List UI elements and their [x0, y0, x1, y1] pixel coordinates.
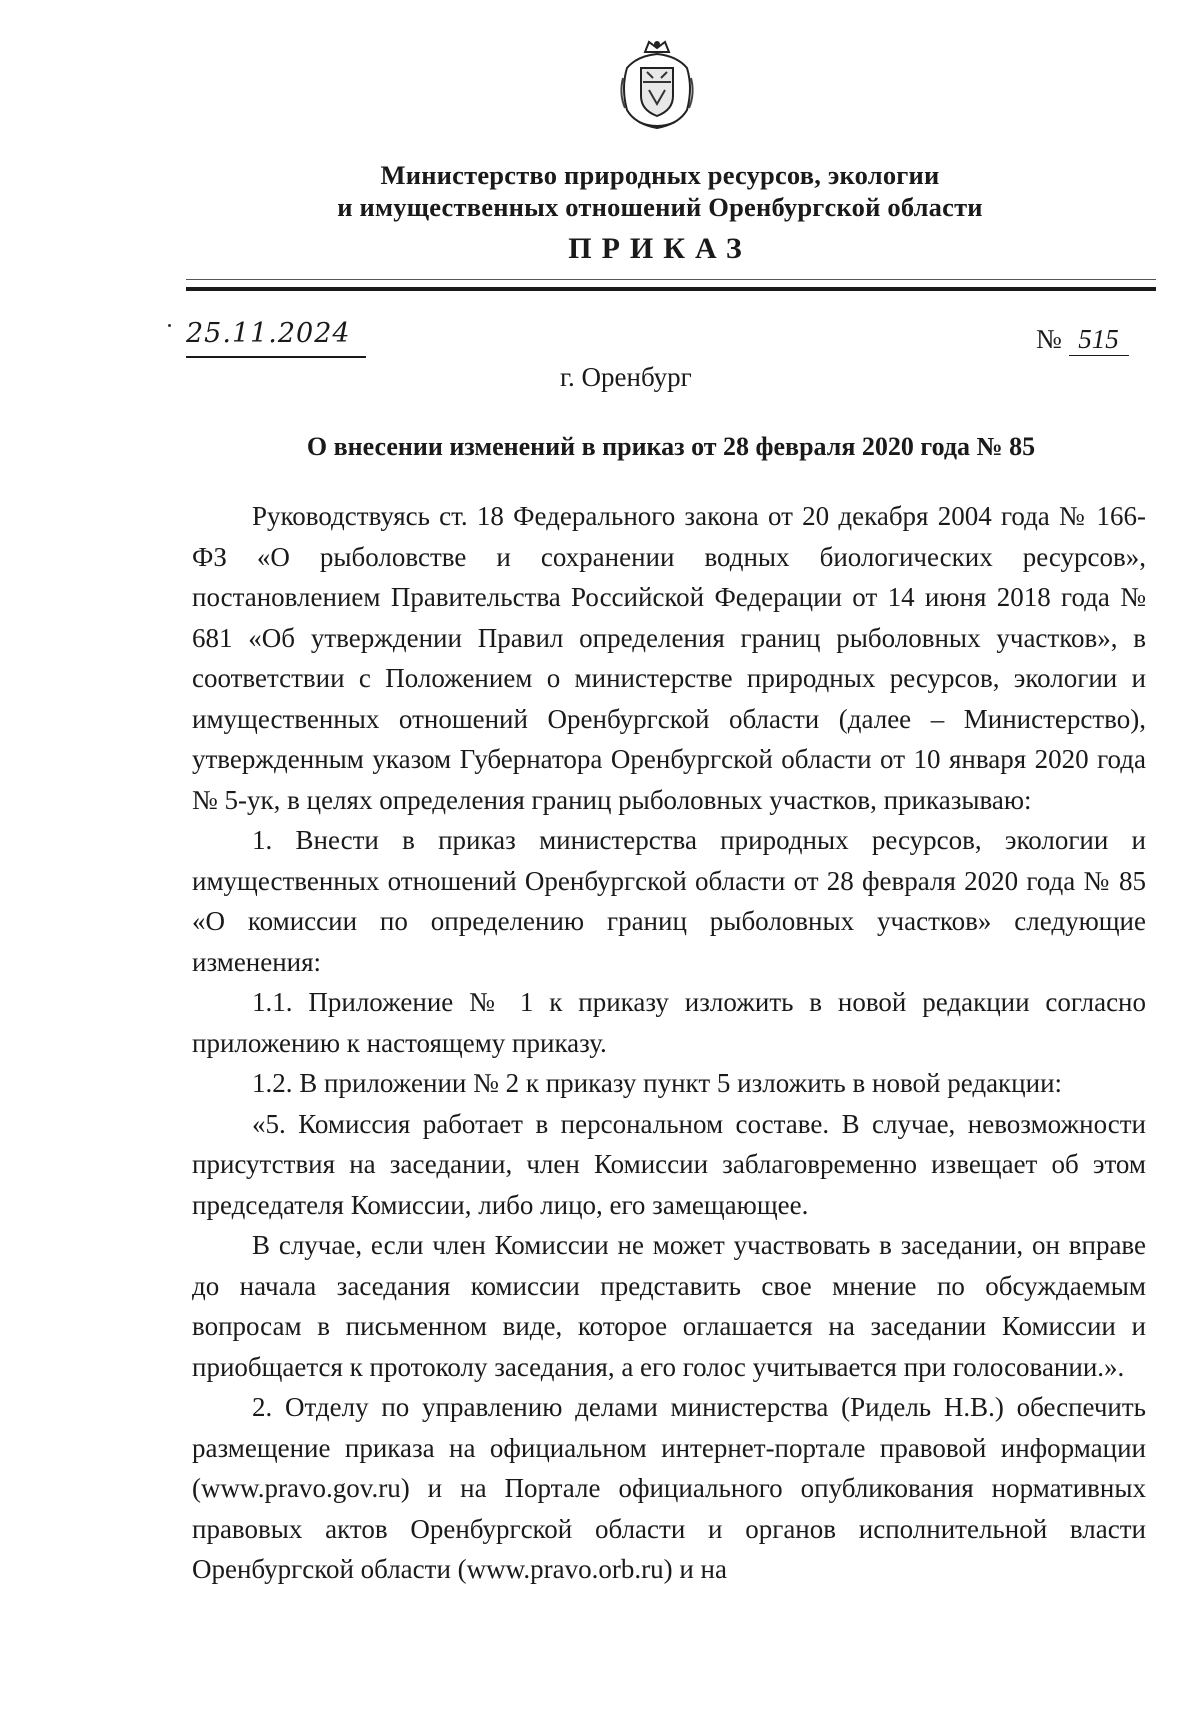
body-paragraph: Руководствуясь ст. 18 Федерального закона от 20 декабря 2004 года № 166-ФЗ «О рыболовстве и сохранении водных биологических ресурсов», постановлением Правительства Российской Федерации от 14 июня 2018 года № 681 «Об утверждении Правил определения границ рыболовных участков», в соответствии с Положением о министерстве природных ресурсов, экологии и имущественных отношений Оренбургской области (далее – Министерство), утвержденным указом Губернатора Оренбургской области от 10 января 2020 года № 5-ук, в целях определения границ рыболовных участков, приказываю: — [192, 501, 1146, 815]
order-title: О внесении изменений в приказ от 28 февраля 2020 года № 85 — [306, 432, 1036, 461]
header-divider-thick — [186, 287, 1156, 291]
ministry-name-line2: и имущественных отношений Оренбургской области — [337, 192, 983, 222]
number-sign: № — [1036, 324, 1062, 354]
scan-speck — [168, 324, 171, 327]
coat-of-arms-icon — [617, 38, 697, 132]
body-paragraph: В случае, если член Комиссии не может участвовать в заседании, он вправе до начала заседания комиссии представить свое мнение по обсуждаемым вопросам в письменном виде, которое оглашается на заседании Комиссии и приобщается к протоколу заседания, а его голос учитывается при голосовании.». — [192, 1230, 1146, 1382]
body-paragraph: 2. Отделу по управлению делами министерства (Ридель Н.В.) обеспечить размещение приказа на официальном интернет-портале правовой информации (www.pravo.gov.ru) и на Портале официального опубликования нормативных правовых актов Оренбургской области и органов исполнительной власти Оренбургской области (www.pravo.orb.ru) и на — [192, 1392, 1146, 1584]
handwritten-date: 25.11.2024 — [186, 318, 351, 349]
body-paragraph: 1.2. В приложении № 2 к приказу пункт 5 изложить в новой редакции: — [252, 1068, 1063, 1098]
order-body — [192, 496, 1146, 1590]
document-type-heading: ПРИКАЗ — [568, 232, 752, 265]
city: г. Оренбург — [560, 362, 692, 392]
header-divider-thin — [186, 279, 1156, 280]
ministry-name-line1: Министерство природных ресурсов, экологии — [380, 160, 940, 190]
body-paragraph: 1. Внести в приказ министерства природных ресурсов, экологии и имущественных отношений Оренбургской области от 28 февраля 2020 года № 85 «О комиссии по определению границ рыболовных участков» следующие изменения: — [192, 825, 1146, 977]
date-underline — [186, 356, 366, 358]
handwritten-number: 515 — [1069, 324, 1129, 356]
body-paragraph: 1.1. Приложение № 1 к приказу изложить в новой редакции согласно приложению к настоящему приказу. — [192, 987, 1146, 1058]
order-number — [1036, 324, 1129, 356]
body-paragraph: «5. Комиссия работает в персональном составе. В случае, невозможности присутствия на заседании, член Комиссии заблаговременно извещает об этом председателя Комиссии, либо лицо, его замещающее. — [192, 1108, 1146, 1220]
